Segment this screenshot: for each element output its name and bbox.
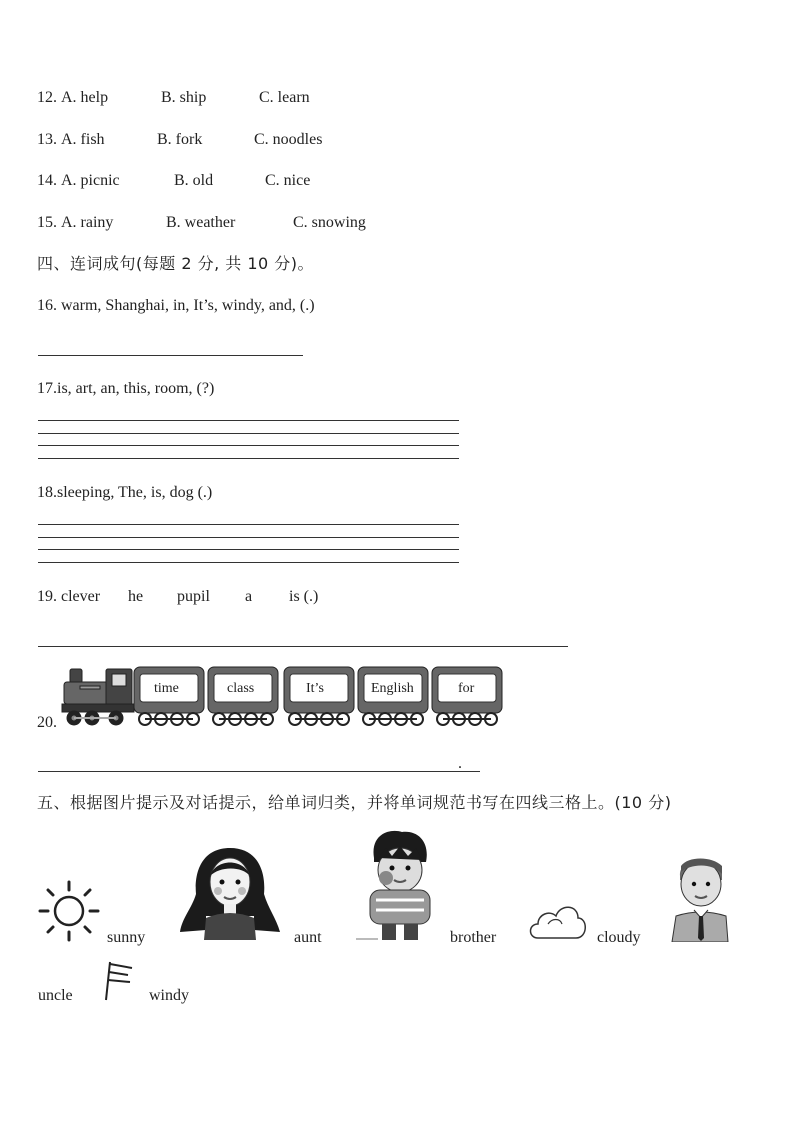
car-word: class (227, 681, 255, 696)
sentence-period: . (458, 755, 462, 772)
word-uncle: uncle (38, 987, 73, 1004)
option-c: C. noodles (254, 131, 323, 148)
brother-icon (356, 828, 440, 942)
option-c: C. snowing (293, 214, 366, 231)
option-c: C. learn (259, 89, 310, 106)
option-a: A. picnic (61, 172, 120, 189)
question-number: 13. (37, 131, 57, 148)
option-b: B. fork (157, 131, 203, 148)
option-a: A. help (61, 89, 109, 106)
car-word: for (458, 681, 475, 696)
word-tile: clever (61, 588, 101, 605)
cloud-icon (526, 896, 588, 942)
word-sunny: sunny (107, 929, 146, 946)
word-aunt: aunt (294, 929, 322, 946)
answer-line-16[interactable] (38, 355, 303, 356)
question-number: 15. (37, 214, 57, 231)
option-b: B. weather (166, 214, 236, 231)
question-number: 14. (37, 172, 57, 189)
car-word: time (154, 681, 179, 696)
option-b: B. old (174, 172, 214, 189)
option-c: C. nice (265, 172, 311, 189)
question-number-20: 20. (37, 714, 57, 731)
aunt-icon (176, 844, 284, 940)
question-number: 12. (37, 89, 57, 106)
section-five-heading: 五、根据图片提示及对话提示，给单词归类，并将单词规范书写在四线三格上。(10 分) (37, 793, 672, 812)
windy-flag-icon (104, 960, 138, 1002)
option-b: B. ship (161, 89, 207, 106)
answer-line-20[interactable] (38, 771, 480, 772)
word-brother: brother (450, 929, 497, 946)
answer-line-19[interactable] (38, 646, 568, 647)
word-tile: pupil (177, 588, 210, 605)
car-word: English (371, 681, 414, 696)
word-cloudy: cloudy (597, 929, 641, 946)
question-16-text: 16. warm, Shanghai, in, It’s, windy, and, (.) (37, 297, 315, 314)
option-a: A. rainy (61, 214, 114, 231)
question-17-text: 17.is, art, an, this, room, (?) (37, 380, 215, 397)
word-tile: he (128, 588, 144, 605)
locomotive-icon (62, 669, 134, 725)
word-tile: is (.) (289, 588, 319, 605)
word-tile: a (245, 588, 253, 605)
uncle-icon (670, 852, 730, 942)
option-a: A. fish (61, 131, 105, 148)
car-word: It’s (306, 681, 324, 696)
sun-icon (38, 880, 100, 942)
question-18-text: 18.sleeping, The, is, dog (.) (37, 484, 213, 501)
question-number: 19. (37, 588, 57, 605)
word-windy: windy (149, 987, 189, 1004)
section-four-heading: 四、连词成句(每题 2 分, 共 10 分)。 (37, 254, 315, 273)
